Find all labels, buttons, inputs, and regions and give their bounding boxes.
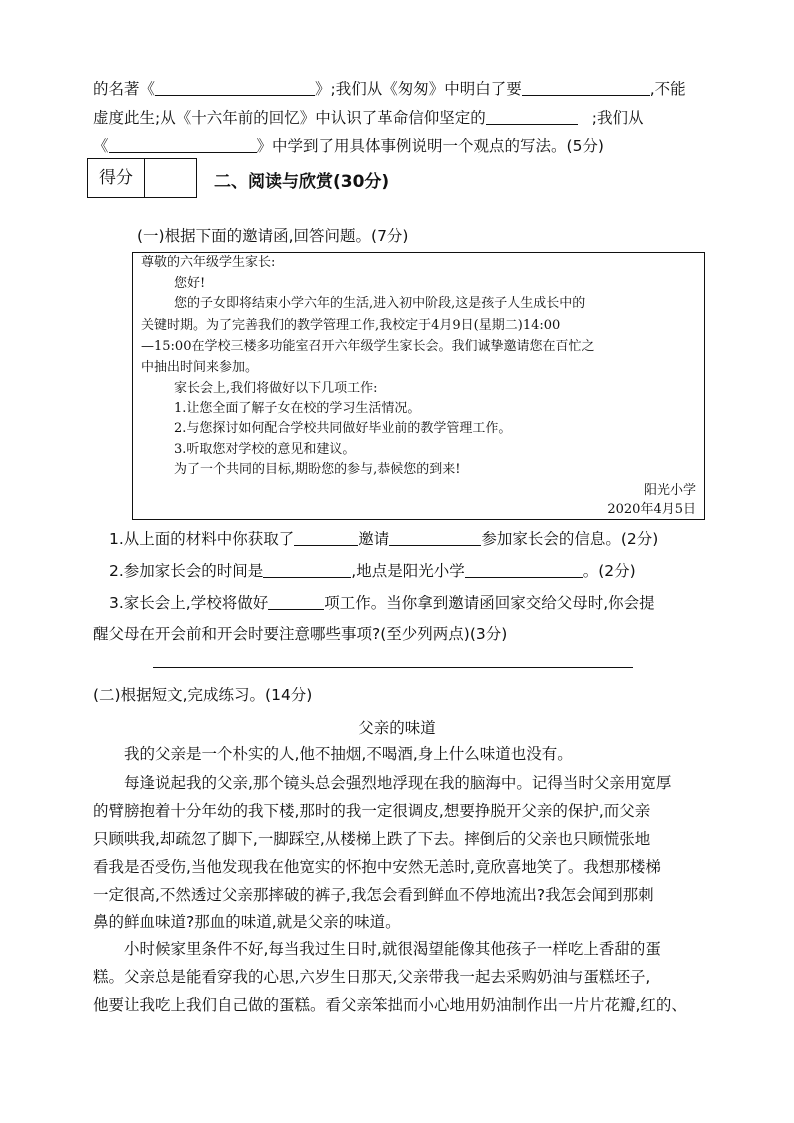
top-line-3: 《 》中学到了用具体事例说明一个观点的写法。(5分) xyxy=(93,137,604,155)
passage-p3-line2: 糕。父亲总是能看穿我的心思,六岁生日那天,父亲带我一起去采购奶油与蛋糕坯子, xyxy=(93,968,651,986)
passage-p3-line3: 他要让我吃上我们自己做的蛋糕。看父亲笨拙而小心地用奶油制作出一片片花瓣,红的、 xyxy=(93,996,687,1014)
score-label: 得分 xyxy=(88,159,145,197)
letter-p1-line3: —15:00在学校三楼多功能室召开六年级学生家长会。我们诚挚邀请您在百忙之 xyxy=(141,339,595,354)
letter-signature: 阳光小学 xyxy=(643,483,696,498)
answer-blank-3[interactable] xyxy=(486,109,578,125)
part2-heading: (二)根据短文,完成练习。(14分) xyxy=(93,686,313,704)
letter-p1-line2: 关键时期。为了完善我们的教学管理工作,我校定于4月9日(星期二)14:00 xyxy=(141,318,561,333)
section-title: 二、阅读与欣赏(30分) xyxy=(214,172,390,192)
letter-item-2: 2.与您探讨如何配合学校共同做好毕业前的教学管理工作。 xyxy=(174,421,512,436)
letter-item-3: 3.听取您对学校的意见和建议。 xyxy=(174,442,356,457)
passage-p2-line1: 每逢说起我的父亲,那个镜头总会强烈地浮现在我的脑海中。记得当时父亲用宽厚 xyxy=(124,774,672,792)
letter-closing: 为了一个共同的目标,期盼您的参与,恭候您的到来! xyxy=(174,462,461,477)
letter-p1-line4: 中抽出时间来参加。 xyxy=(141,360,259,375)
question-3-line2: 醒父母在开会前和开会时要注意哪些事项?(至少列两点)(3分) xyxy=(93,625,508,643)
book-name-blank-1[interactable] xyxy=(155,80,315,96)
top-line-1: 的名著《 》;我们从《匆匆》中明白了要 ,不能 xyxy=(93,80,686,98)
letter-salutation: 尊敬的六年级学生家长: xyxy=(141,255,276,270)
invitation-letter xyxy=(132,252,705,520)
passage-p2-line3: 只顾哄我,却疏忽了脚下,一脚踩空,从楼梯上跌了下去。摔倒后的父亲也只顾慌张地 xyxy=(93,830,651,848)
passage-p1: 我的父亲是一个朴实的人,他不抽烟,不喝酒,身上什么味道也没有。 xyxy=(124,745,573,763)
letter-date: 2020年4月5日 xyxy=(607,502,696,517)
letter-p2: 家长会上,我们将做好以下几项工作: xyxy=(174,381,378,396)
q2-blank-place[interactable] xyxy=(465,562,583,578)
q1-blank-a[interactable] xyxy=(294,530,358,546)
question-1: 1.从上面的材料中你获取了 邀请 参加家长会的信息。(2分) xyxy=(109,530,659,548)
passage-p2-line4: 看我是否受伤,当他发现我在他宽实的怀抱中安然无恙时,竟欣喜地笑了。我想那楼梯 xyxy=(93,858,661,876)
passage-p2-line2: 的臂膀抱着十分年幼的我下楼,那时的我一定很调皮,想要挣脱开父亲的保护,而父亲 xyxy=(93,802,651,820)
score-box xyxy=(87,158,197,198)
q2-blank-time[interactable] xyxy=(263,562,351,578)
letter-greeting: 您好! xyxy=(174,276,206,291)
letter-item-1: 1.让您全面了解子女在校的学习生活情况。 xyxy=(174,401,421,416)
answer-blank-2[interactable] xyxy=(522,80,650,96)
passage-p2-line5: 一定很高,不然透过父亲那摔破的裤子,我怎会看到鲜血不停地流出?我怎会闻到那刺 xyxy=(93,886,654,904)
passage-p3-line1: 小时候家里条件不好,每当我过生日时,就很渴望能像其他孩子一样吃上香甜的蛋 xyxy=(124,940,661,958)
passage-title: 父亲的味道 xyxy=(358,719,436,737)
question-2: 2.参加家长会的时间是 ,地点是阳光小学 。(2分) xyxy=(109,562,636,580)
q1-blank-b[interactable] xyxy=(389,530,481,546)
letter-p1-line1: 您的子女即将结束小学六年的生活,进入初中阶段,这是孩子人生成长中的 xyxy=(174,296,586,311)
part1-heading: (一)根据下面的邀请函,回答问题。(7分) xyxy=(137,227,409,245)
top-line-2: 虚度此生;从《十六年前的回忆》中认识了革命信仰坚定的 ;我们从 xyxy=(93,109,644,127)
q3-blank-count[interactable] xyxy=(268,594,324,610)
answer-line[interactable] xyxy=(153,667,633,668)
passage-p2-line6: 鼻的鲜血味道?那血的味道,就是父亲的味道。 xyxy=(93,913,401,931)
book-name-blank-4[interactable] xyxy=(109,137,257,153)
question-3-line1: 3.家长会上,学校将做好 项工作。当你拿到邀请函回家交给父母时,你会提 xyxy=(109,594,655,612)
